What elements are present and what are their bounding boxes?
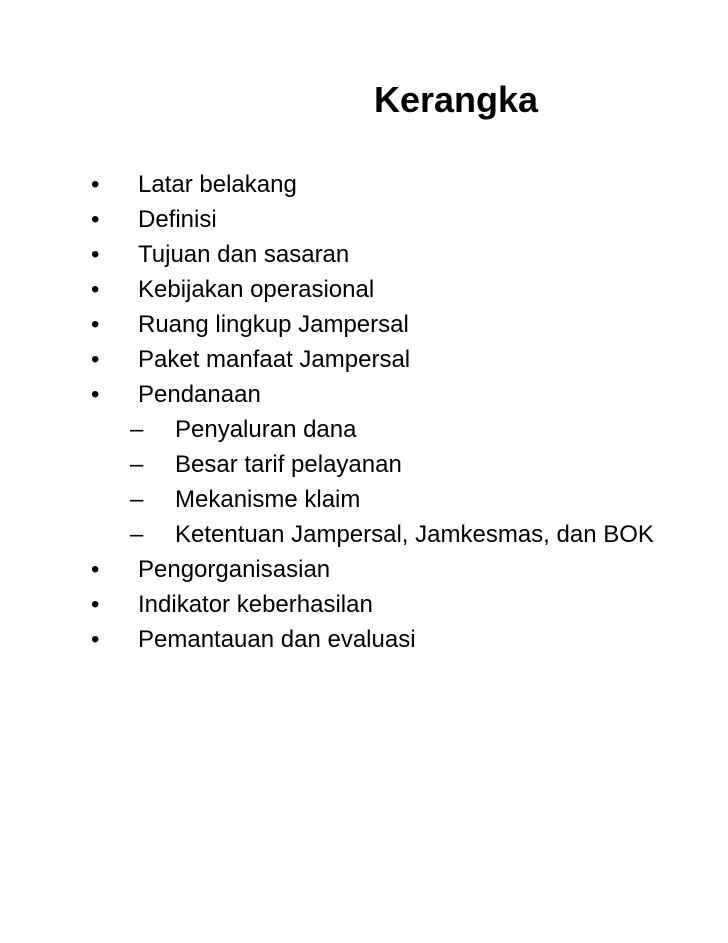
- bullet-icon: •: [91, 626, 100, 653]
- bullet-icon: •: [91, 311, 100, 338]
- list-item-text: Ruang lingkup Jampersal: [138, 311, 409, 338]
- sub-list-item-text: Besar tarif pelayanan: [175, 451, 402, 478]
- sub-list-item-text: Penyaluran dana: [175, 416, 357, 443]
- list-item-text: Pengorganisasian: [138, 556, 331, 583]
- list-item: [0, 552, 728, 587]
- list-item: [0, 167, 728, 202]
- bullet-icon: •: [91, 556, 100, 583]
- dash-icon: –: [130, 416, 144, 443]
- list-item: [0, 237, 728, 272]
- sub-list-item: [0, 412, 728, 447]
- bullet-icon: •: [91, 171, 100, 198]
- list-item: [0, 587, 728, 622]
- sub-list-item-text: Ketentuan Jampersal, Jamkesmas, dan BOK: [175, 521, 654, 548]
- list-item: [0, 622, 728, 657]
- dash-icon: –: [130, 521, 144, 548]
- list-item-text: Pemantauan dan evaluasi: [138, 626, 416, 653]
- outline-list: [0, 167, 728, 657]
- sub-list-item: [0, 482, 728, 517]
- bullet-icon: •: [91, 381, 100, 408]
- list-item: [0, 202, 728, 237]
- list-item-text: Tujuan dan sasaran: [138, 241, 350, 268]
- sub-list-item-text: Mekanisme klaim: [175, 486, 361, 513]
- bullet-icon: •: [91, 346, 100, 373]
- bullet-icon: •: [91, 276, 100, 303]
- list-item-text: Paket manfaat Jampersal: [138, 346, 411, 373]
- dash-icon: –: [130, 486, 144, 513]
- list-item-text: Latar belakang: [138, 171, 297, 198]
- dash-icon: –: [130, 451, 144, 478]
- list-item: [0, 377, 728, 412]
- list-item: [0, 272, 728, 307]
- slide-title: Kerangka: [374, 79, 539, 120]
- list-item-text: Kebijakan operasional: [138, 276, 375, 303]
- list-item: [0, 342, 728, 377]
- bullet-icon: •: [91, 241, 100, 268]
- list-item-text: Indikator keberhasilan: [138, 591, 373, 618]
- sub-list-item: [0, 447, 728, 482]
- bullet-icon: •: [91, 591, 100, 618]
- bullet-icon: •: [91, 206, 100, 233]
- list-item-text: Pendanaan: [138, 381, 261, 408]
- list-item: [0, 307, 728, 342]
- sub-list-item: [0, 517, 728, 552]
- list-item-text: Definisi: [138, 206, 217, 233]
